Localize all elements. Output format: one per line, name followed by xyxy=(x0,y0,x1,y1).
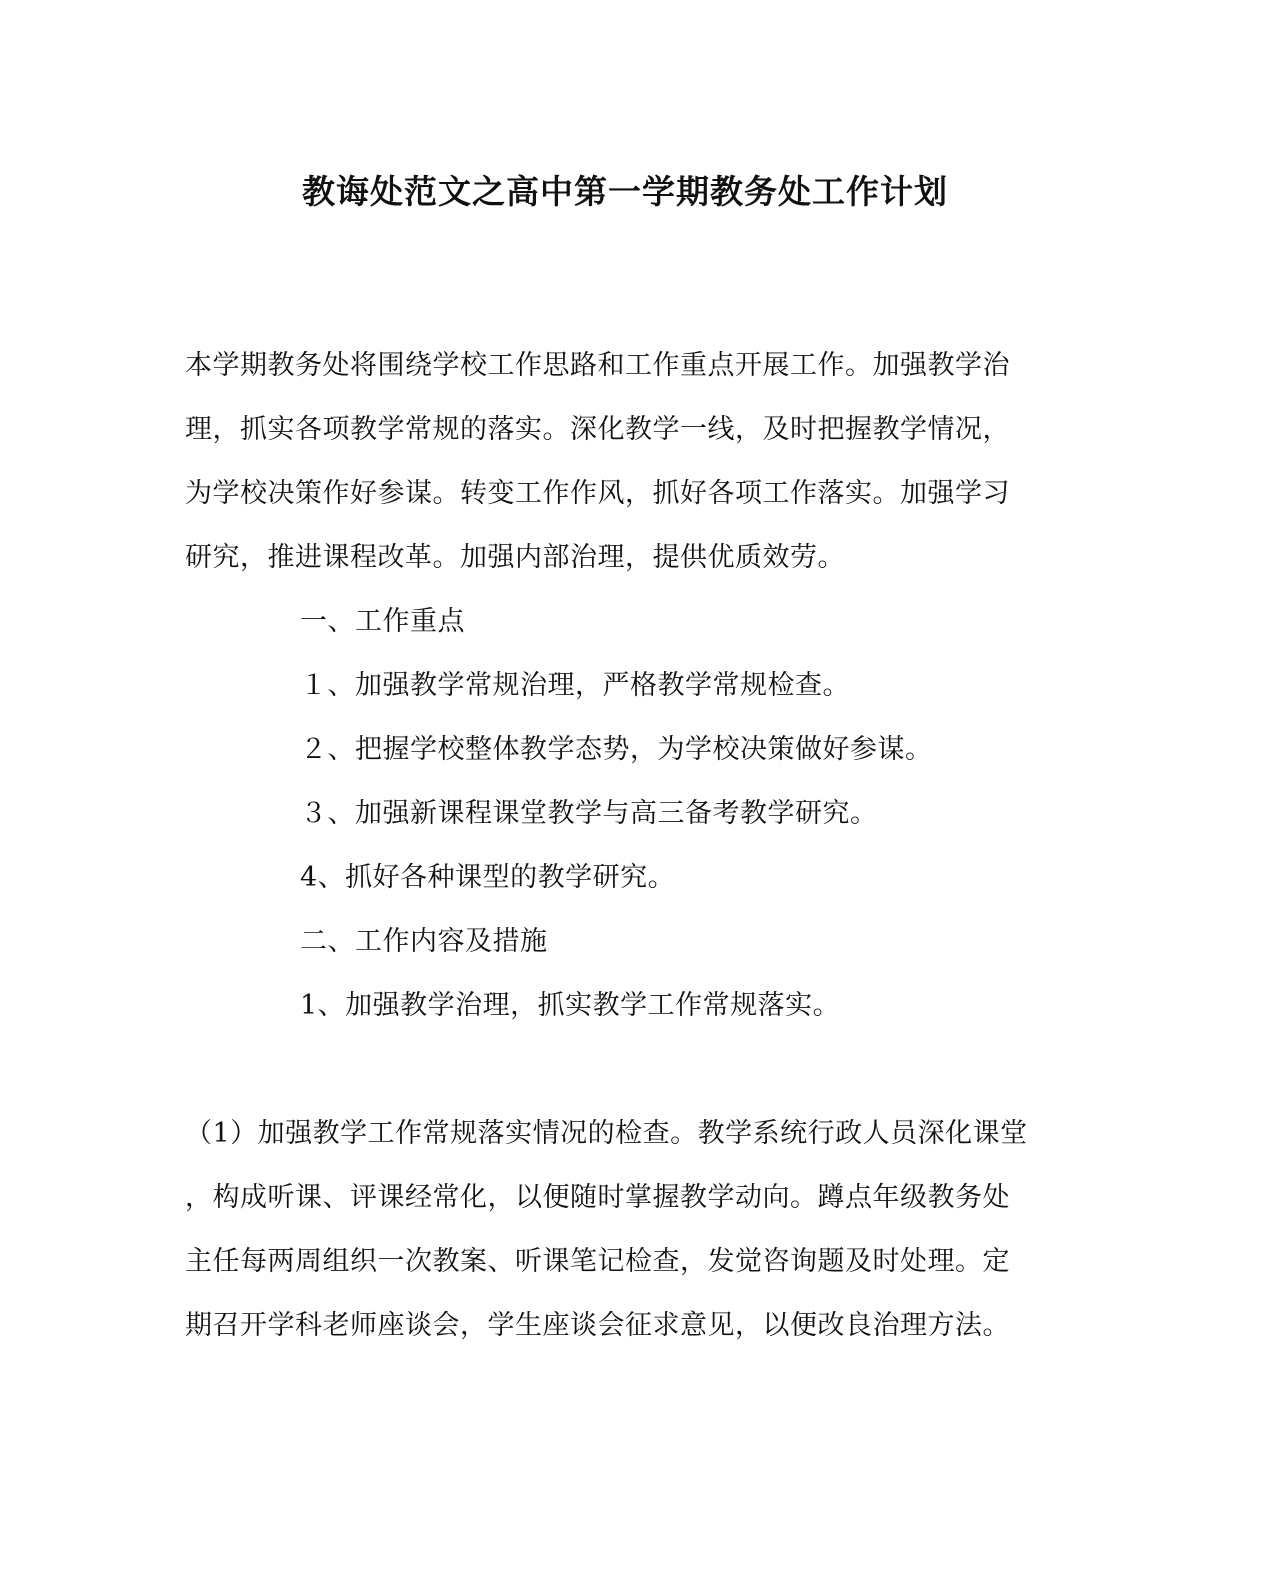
intro-line-3: 为学校决策作好参谋。转变工作作风，抓好各项工作落实。加强学习 xyxy=(185,478,1010,509)
intro-line-1: 本学期教务处将围绕学校工作思路和工作重点开展工作。加强教学治 xyxy=(185,350,1010,381)
paragraph-1-line-1: （1）加强教学工作常规落实情况的检查。教学系统行政人员深化课堂 xyxy=(185,1118,1028,1149)
document-title: 教诲处范文之高中第一学期教务处工作计划 xyxy=(302,172,948,211)
section-two-heading: 二、工作内容及措施 xyxy=(300,926,548,957)
intro-line-2: 理，抓实各项教学常规的落实。深化教学一线，及时把握教学情况， xyxy=(185,414,1010,445)
section-two-item-1: 1、加强教学治理，抓实教学工作常规落实。 xyxy=(300,990,841,1021)
paragraph-1-line-3: 主任每两周组织一次教案、听课笔记检查，发觉咨询题及时处理。定 xyxy=(185,1246,1010,1277)
section-one-heading: 一、工作重点 xyxy=(300,606,465,637)
section-one-item-4: 4、抓好各种课型的教学研究。 xyxy=(300,862,676,893)
intro-line-4: 研究，推进课程改革。加强内部治理，提供优质效劳。 xyxy=(185,542,845,573)
section-one-item-2: ２、把握学校整体教学态势，为学校决策做好参谋。 xyxy=(300,734,933,765)
paragraph-1-line-4: 期召开学科老师座谈会，学生座谈会征求意见，以便改良治理方法。 xyxy=(185,1310,1010,1341)
section-one-item-3: ３、加强新课程课堂教学与高三备考教学研究。 xyxy=(300,798,878,829)
paragraph-1-line-2: ，构成听课、评课经常化，以便随时掌握教学动向。蹲点年级教务处 xyxy=(185,1182,1010,1213)
section-one-item-1: １、加强教学常规治理，严格教学常规检查。 xyxy=(300,670,850,701)
